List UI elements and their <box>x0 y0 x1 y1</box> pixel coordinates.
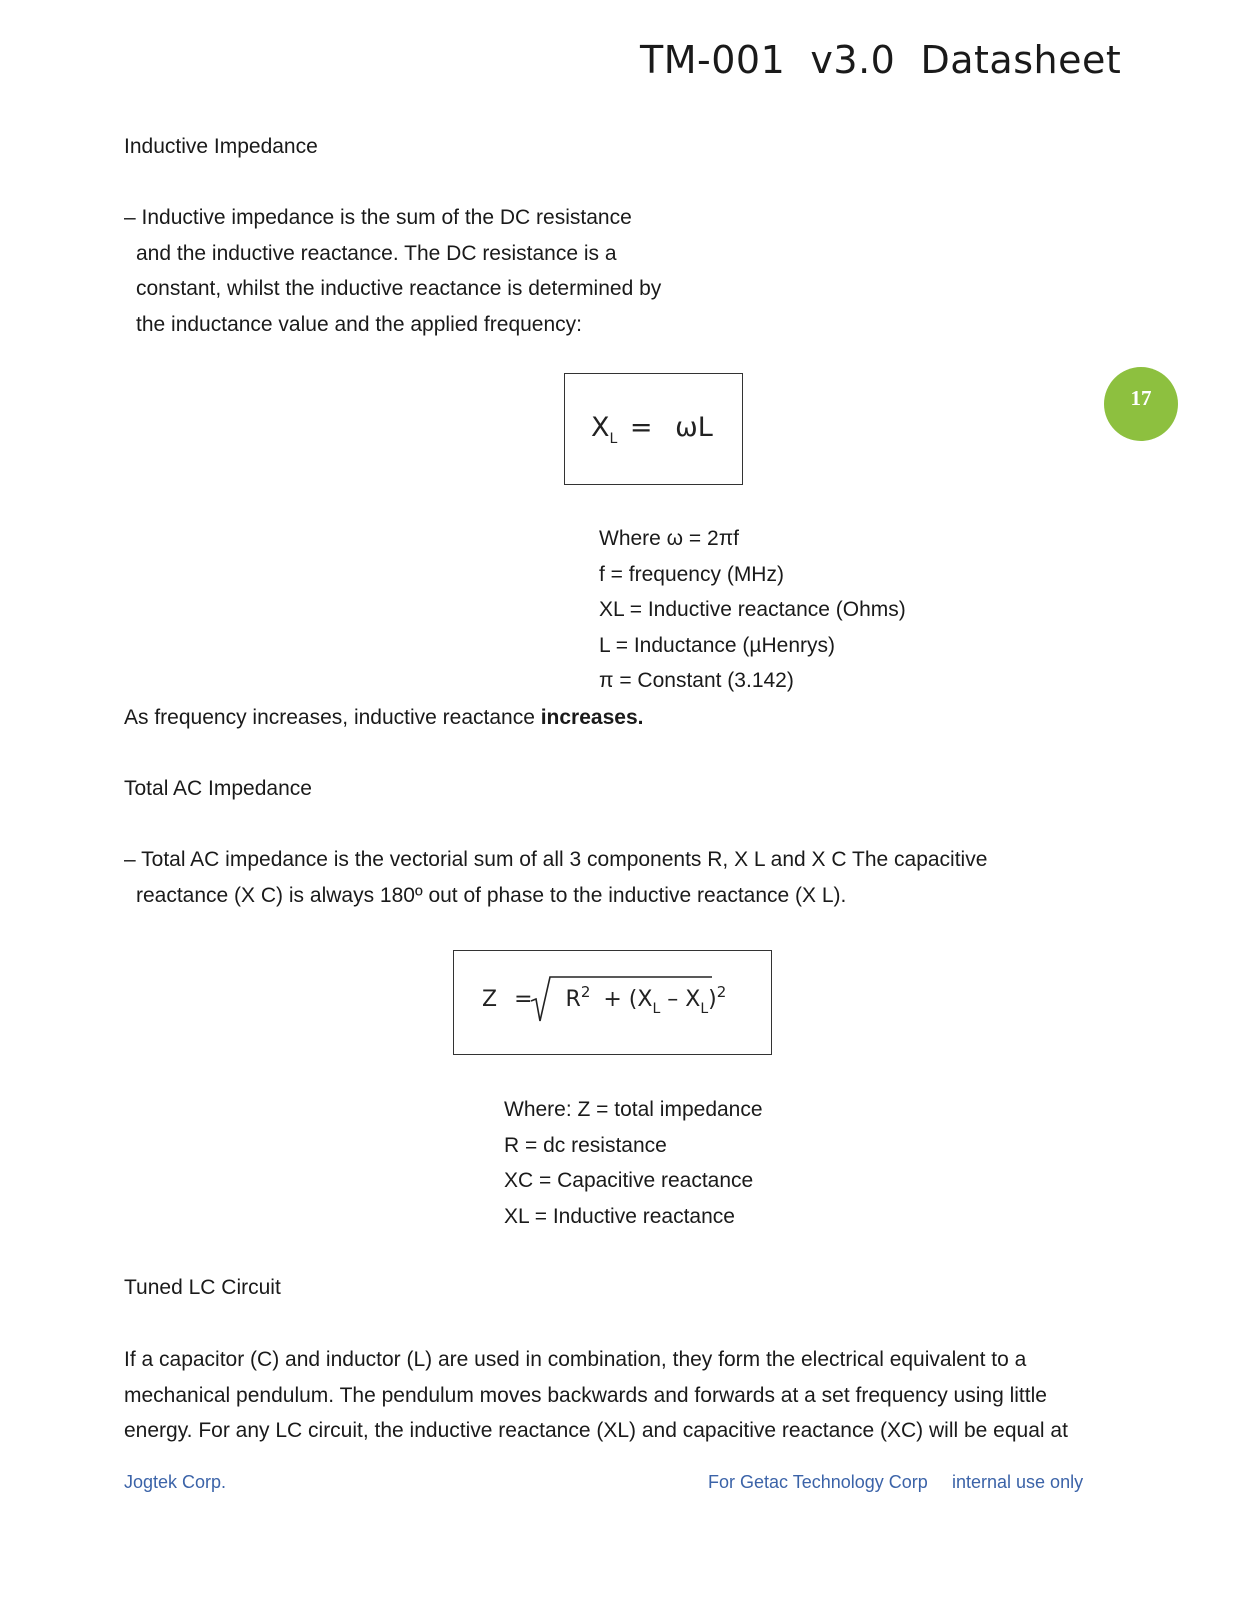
definition-line: Where: Z = total impedance <box>504 1098 763 1121</box>
page-number-badge: 17 <box>1104 367 1178 441</box>
formula-close: ) <box>708 987 717 1012</box>
formula-total-impedance <box>482 983 727 1017</box>
formula-superscript: 2 <box>716 983 727 1001</box>
formula-box-inductive-reactance <box>564 373 743 485</box>
paragraph-line: reactance (X C) is always 180º out of phase to the inductive reactance (X L). <box>136 883 847 907</box>
formula-symbol: X <box>591 412 610 443</box>
section-heading-total-ac-impedance: Total AC Impedance <box>124 777 312 800</box>
conclusion-text: As frequency increases, inductive reactance <box>124 706 541 729</box>
paragraph-line: and the inductive reactance. The DC resistance is a <box>136 241 617 265</box>
section-heading-inductive-impedance: Inductive Impedance <box>124 135 318 158</box>
formula-symbol: Z <box>482 987 498 1012</box>
paragraph-tuned-lc-circuit <box>124 1342 1068 1449</box>
paragraph-line: energy. For any LC circuit, the inductive reactance (XL) and capacitive reactance (XC) will be equal at <box>124 1419 1068 1443</box>
conclusion-line <box>124 700 643 736</box>
definition-line: f = frequency (MHz) <box>599 562 784 586</box>
footer-company: Jogtek Corp. <box>124 1472 227 1492</box>
formula-equals: = <box>629 412 653 443</box>
definition-line: L = Inductance (µHenrys) <box>599 633 836 657</box>
paragraph-line: If a capacitor (C) and inductor (L) are used in combination, they form the electrical equivalent to a <box>124 1348 1027 1371</box>
formula-minus: – X <box>660 987 701 1012</box>
formula-equals: = <box>514 987 533 1012</box>
definition-line: R = dc resistance <box>504 1133 667 1157</box>
formula-r: R <box>565 987 581 1012</box>
definitions-inductive <box>599 521 906 699</box>
conclusion-bold: increases. <box>540 706 644 729</box>
formula-subscript: L <box>652 1001 661 1017</box>
formula-subscript: L <box>700 1001 709 1017</box>
formula-box-total-impedance <box>453 950 772 1055</box>
formula-subscript: L <box>609 431 618 447</box>
paragraph-line: constant, whilst the inductive reactance is determined by <box>136 277 662 301</box>
formula-rhs: ωL <box>675 412 713 443</box>
paragraph-total-ac-impedance <box>124 842 987 913</box>
definition-line: XL = Inductive reactance <box>504 1204 735 1228</box>
paragraph-line: mechanical pendulum. The pendulum moves backwards and forwards at a set frequency using little <box>124 1383 1047 1407</box>
paragraph-line: – Total AC impedance is the vectorial sum of all 3 components R, X L and X C The capacitive <box>124 848 988 871</box>
formula-inductive-reactance <box>591 412 713 447</box>
paragraph-line: the inductance value and the applied frequency: <box>136 312 582 336</box>
formula-plus: + (X <box>603 987 653 1012</box>
definition-line: π = Constant (3.142) <box>599 669 794 693</box>
definition-line: Where ω = 2πf <box>599 527 740 550</box>
definitions-total-impedance <box>504 1092 763 1234</box>
section-heading-tuned-lc-circuit: Tuned LC Circuit <box>124 1276 281 1299</box>
formula-superscript: 2 <box>580 983 591 1001</box>
definition-line: XC = Capacitive reactance <box>504 1169 754 1193</box>
document-title: TM-001 v3.0 Datasheet <box>640 38 1122 82</box>
footer-client: For Getac Technology Corp <box>708 1472 928 1492</box>
paragraph-line: – Inductive impedance is the sum of the DC resistance <box>124 206 632 229</box>
footer-confidentiality: internal use only <box>952 1472 1084 1492</box>
definition-line: XL = Inductive reactance (Ohms) <box>599 598 906 622</box>
paragraph-inductive-impedance <box>124 200 661 342</box>
